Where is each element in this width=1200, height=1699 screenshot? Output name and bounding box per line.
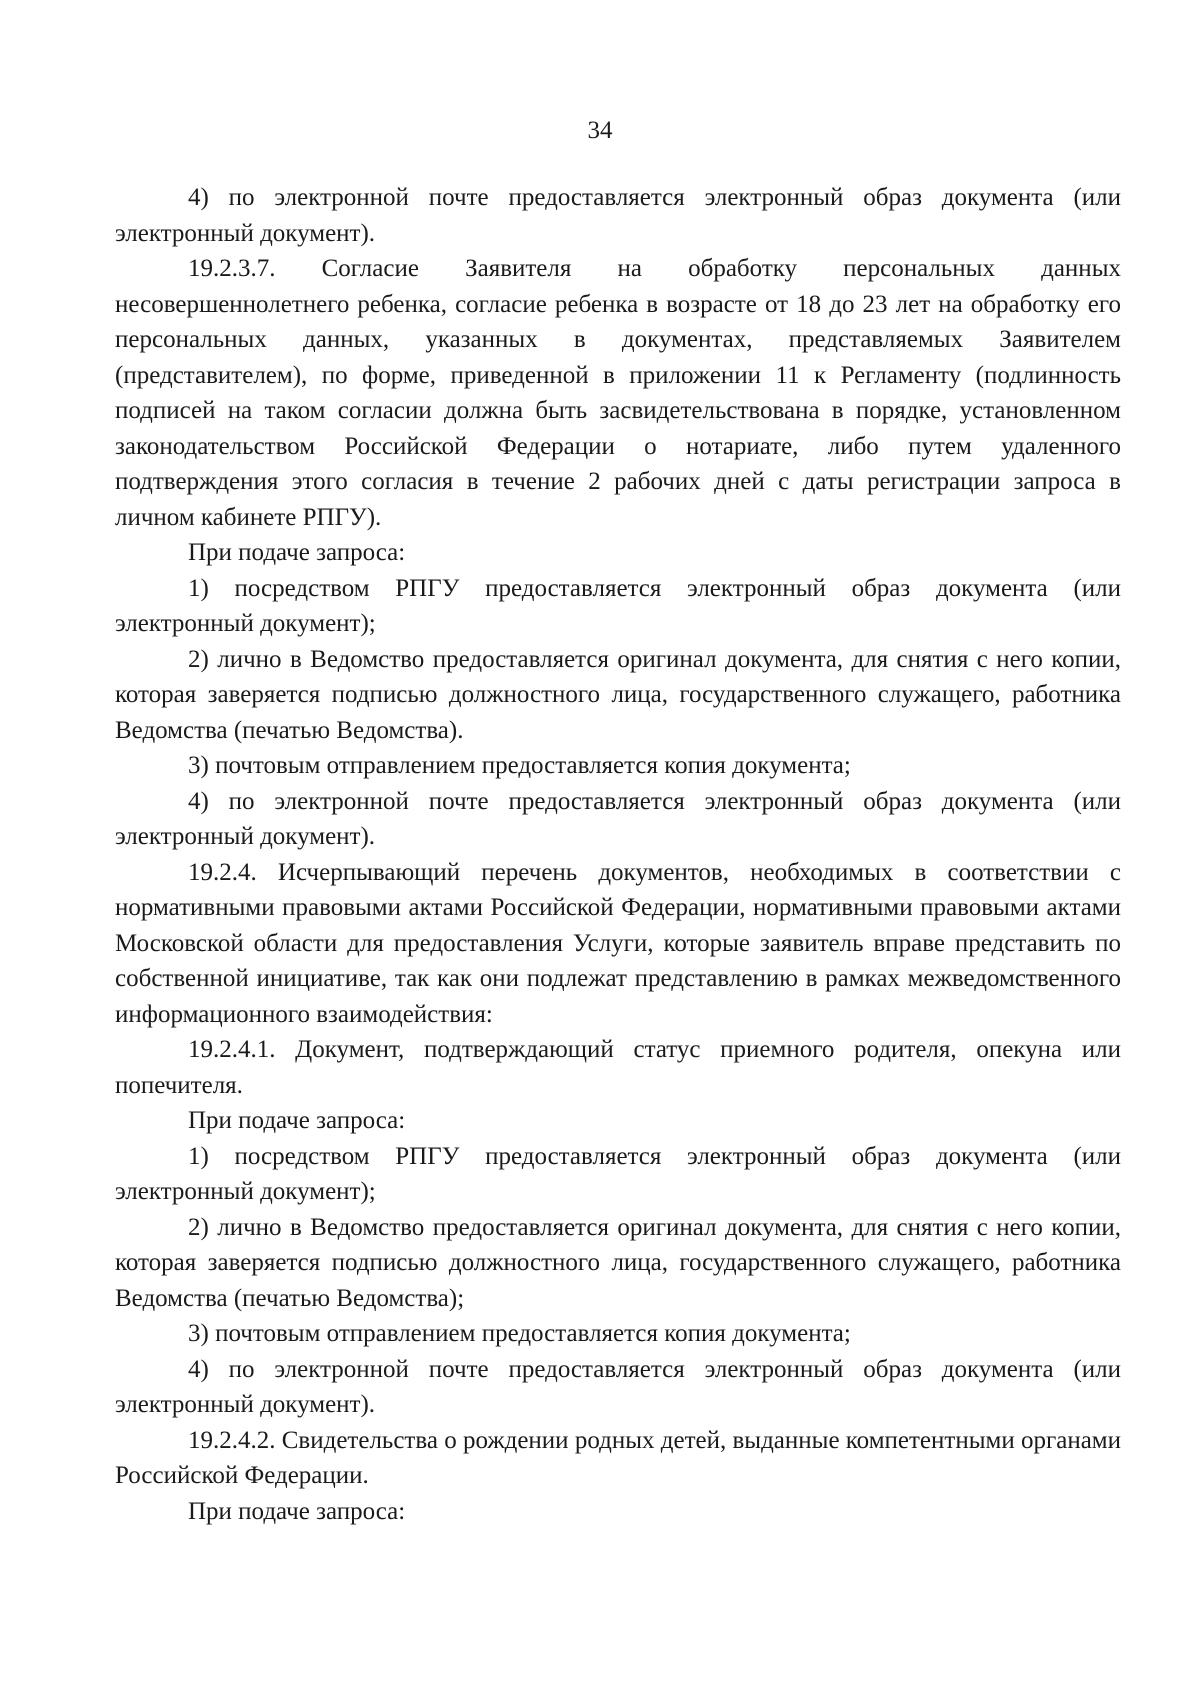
page-number: 34 — [587, 117, 613, 144]
paragraph-19-2-4-2: 19.2.4.2. Свидетельства о рождении родных детей, выданные компетентными органами Российской Федерации. — [115, 1426, 1121, 1489]
paragraph-item-2-in-person-1: 2) лично в Ведомство предоставляется оригинал документа, для снятия с него копии, которая заверяется подписью должностного лица, государственного служащего, работника Ведомства (печатью Ведомства). — [115, 645, 1121, 744]
paragraph-item-1-rpgu-2: 1) посредством РПГУ предоставляется электронный образ документа (или электронный документ); — [115, 1142, 1121, 1205]
paragraph-item-3-mail-1: 3) почтовым отправлением предоставляется копия документа; — [188, 752, 851, 779]
paragraph-item-4-email-2: 4) по электронной почте предоставляется электронный образ документа (или электронный документ). — [115, 1355, 1121, 1418]
paragraph-item-4-email-1: 4) по электронной почте предоставляется электронный образ документа (или электронный документ). — [115, 787, 1121, 850]
paragraph-19-2-4: 19.2.4. Исчерпывающий перечень документов, необходимых в соответствии с нормативными правовыми актами Российской Федерации, нормативными правовыми актами Московской области для предоставления Услуги, которые заявитель вправе представить по собственной инициативе, так как они подлежат представлению в рамках межведомственного информационного взаимодействия: — [115, 858, 1121, 1028]
paragraph-item-3-mail-2: 3) почтовым отправлением предоставляется копия документа; — [188, 1320, 851, 1347]
paragraph-19-2-3-7: 19.2.3.7. Согласие Заявителя на обработку персональных данных несовершеннолетнего ребенка, согласие ребенка в возрасте от 18 до 23 лет на обработку его персональных данных, указанных в документах, представляемых Заявителем (представителем), по форме, приведенной в приложении 11 к Регламенту (подлинность подписей на таком согласии должна быть засвидетельствована в порядке, установленном законодательством Российской Федерации о нотариате, либо путем удаленного подтверждения этого согласия в течение 2 рабочих дней с даты регистрации запроса в личном кабинете РПГУ). — [115, 255, 1121, 531]
document-body — [115, 180, 1121, 1529]
paragraph-submission-heading-1: При подаче запроса: — [188, 539, 406, 566]
paragraph-item-2-in-person-2: 2) лично в Ведомство предоставляется оригинал документа, для снятия с него копии, которая заверяется подписью должностного лица, государственного служащего, работника Ведомства (печатью Ведомства); — [115, 1213, 1121, 1312]
paragraph-item-1-rpgu-1: 1) посредством РПГУ предоставляется электронный образ документа (или электронный документ); — [115, 574, 1121, 637]
paragraph-submission-heading-3: При подаче запроса: — [188, 1497, 406, 1525]
paragraph-19-2-4-1: 19.2.4.1. Документ, подтверждающий статус приемного родителя, опекуна или попечителя. — [115, 1036, 1121, 1099]
paragraph-submission-heading-2: При подаче запроса: — [188, 1107, 406, 1134]
paragraph-electronic-mail-1: 4) по электронной почте предоставляется электронный образ документа (или электронный документ). — [115, 184, 1121, 247]
